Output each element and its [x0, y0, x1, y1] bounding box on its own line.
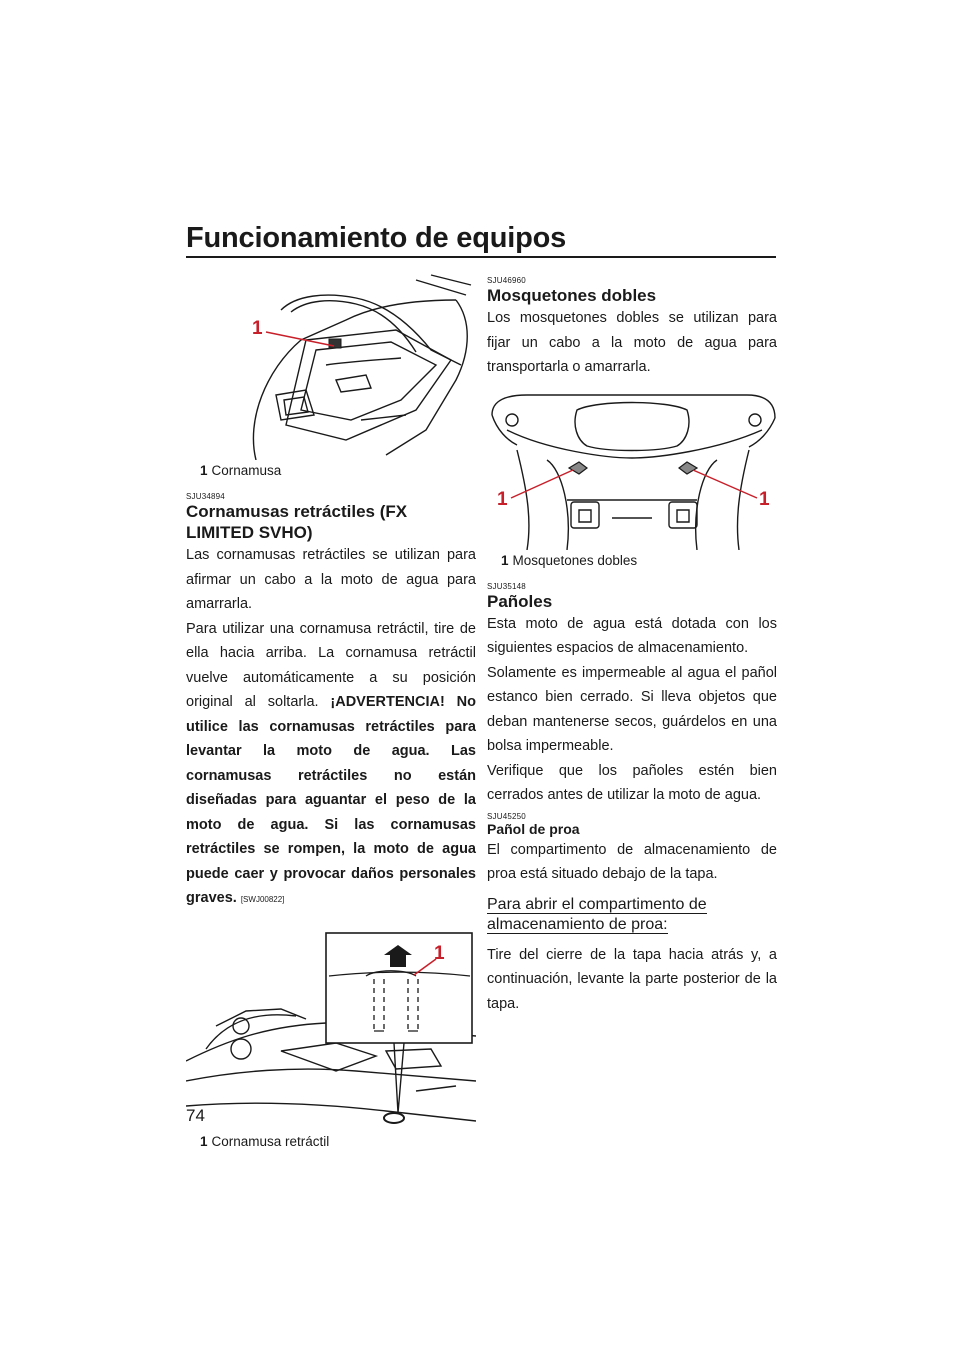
paragraph: Solamente es impermeable al agua el pañol estanco bien cerrado. Si lleva objetos que deban mantenerse secos, guárdelos en una bolsa impermeable. [487, 664, 777, 754]
section-code: SJU45250 [487, 811, 526, 821]
paragraph: Verifique que los pañoles estén bien cerrados antes de utilizar la moto de agua. [487, 762, 777, 803]
right-column [487, 270, 777, 1016]
watercraft-stern-illustration [487, 390, 777, 550]
section-code: SJU46960 [487, 276, 526, 285]
figure-callout-right: 1 [759, 488, 770, 510]
figure-mosquetones [487, 390, 777, 568]
figure-cornamusa [186, 270, 476, 478]
figure-callout: 1 [434, 942, 445, 964]
section-code: SJU35148 [487, 581, 526, 591]
paragraph-text: Para utilizar una cornamusa retráctil, tire de ella hacia arriba. La cornamusa retráctil vuelve automáticamente a su posición original al soltarla. [186, 620, 476, 710]
procedure-heading [487, 895, 777, 935]
left-column [186, 270, 476, 1149]
watercraft-rear-illustration [186, 270, 476, 460]
section-code: SJU34894 [186, 492, 225, 501]
paragraph: Esta moto de agua está dotada con los siguientes espacios de almacenamiento. [487, 615, 777, 656]
figure-cornamusa-retractil [186, 931, 476, 1149]
figure-caption [186, 1134, 476, 1149]
caption-text: Cornamusa retráctil [211, 1133, 330, 1149]
page-number: 74 [186, 1106, 205, 1125]
caption-number: 1 [200, 463, 208, 478]
paragraph: Tire del cierre de la tapa hacia atrás y, a continuación, levante la parte posterior de la tapa. [487, 946, 777, 1012]
warning-paragraph [186, 617, 476, 913]
warning-reference: [SWJ00822] [240, 895, 285, 904]
title-rule [186, 256, 776, 258]
figure-caption [186, 463, 476, 478]
section-heading: Mosquetones dobles [487, 286, 657, 305]
section-heading: Cornamusas retráctiles (FX LIMITED SVHO) [186, 502, 408, 542]
paragraph: El compartimento de almacenamiento de proa está situado debajo de la tapa. [487, 841, 777, 882]
figure-caption [487, 553, 777, 568]
paragraph: Los mosquetones dobles se utilizan para fijar un cabo a la moto de agua para transportarla o amarrarla. [487, 310, 777, 375]
warning-text: ¡ADVERTENCIA! No utilice las cornamusas retráctiles para levantar la moto de agua. Las cornamusas retráctiles no están diseñadas para aguantar el peso de la moto de agua. Si las cornamusas retráctiles se rompen, la moto de agua puede caer y provocar daños personales graves. [186, 694, 476, 906]
caption-text: Mosquetones dobles [512, 552, 638, 568]
paragraph: Las cornamusas retráctiles se utilizan para afirmar un cabo a la moto de agua para amarrarla. [186, 547, 476, 612]
figure-callout-left: 1 [497, 488, 508, 510]
figure-callout: 1 [252, 318, 263, 339]
page-title: Funcionamiento de equipos [186, 222, 567, 254]
caption-text: Cornamusa [211, 463, 282, 478]
caption-number: 1 [501, 552, 509, 568]
subsection-heading: Pañol de proa [487, 820, 580, 837]
section-heading: Pañoles [487, 591, 553, 611]
procedure-heading-text: Para abrir el compartimento de almacenamiento de proa: [487, 895, 707, 933]
caption-number: 1 [200, 1133, 208, 1149]
watercraft-side-illustration [186, 931, 476, 1131]
